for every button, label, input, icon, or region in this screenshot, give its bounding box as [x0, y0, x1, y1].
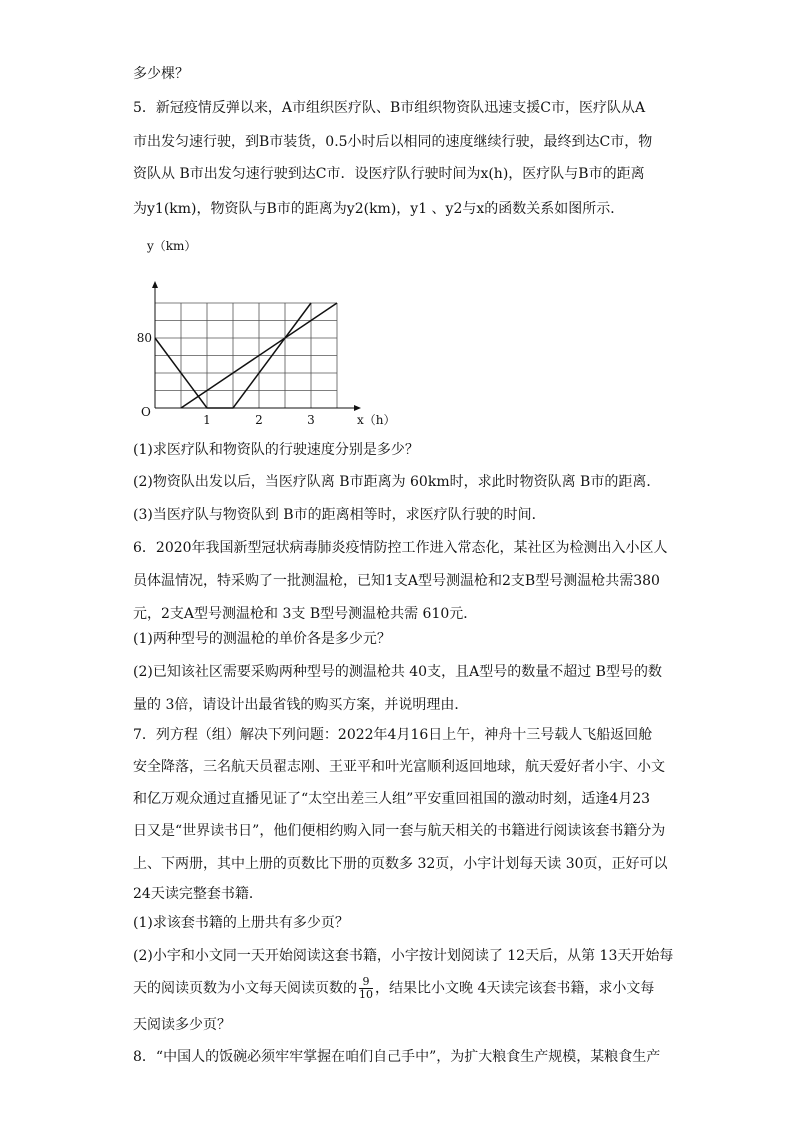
text-line: (1)两种型号的测温枪的单价各是多少元？ [133, 631, 391, 647]
text-segment: 天的阅读页数为小文每天阅读页数的 [133, 980, 357, 997]
x-axis-arrow [354, 405, 361, 411]
text-line: 市出发匀速行驶，到B市装货，0.5小时后以相同的速度继续行驶，最终到达C市，物 [133, 134, 653, 150]
origin-label: O [141, 405, 151, 419]
function-graph [133, 232, 396, 432]
text-line: 7．列方程（组）解决下列问题：2022年4月16日上午，神舟十三号载人飞船返回舱 [133, 727, 653, 743]
text-line: 8．“中国人的饭碗必须牢牢掌握在咱们自己手中”，为扩大粮食生产规模，某粮食生产 [133, 1049, 661, 1065]
text-line: 5．新冠疫情反弹以来，A市组织医疗队、B市组织物资队迅速支援C市，医疗队从A [133, 100, 646, 116]
text-line: 24天读完整套书籍． [133, 886, 263, 902]
text-line: (2)已知该社区需要采购两种型号的测温枪共 40支，且A型号的数量不超过 B型号的数 [133, 664, 662, 680]
text-line: 员体温情况，特采购了一批测温枪，已知1支A型号测温枪和2支B型号测温枪共需380 [133, 573, 660, 589]
x-tick-label: 2 [255, 413, 263, 427]
text-line: 和亿万观众通过直播见证了“太空出差三人组”平安重回祖国的激动时刻，适逢4月23 [133, 791, 651, 807]
x-tick-label: 1 [203, 413, 211, 427]
y-axis-label: y（km） [147, 239, 197, 253]
x-tick-label: 3 [307, 413, 315, 427]
text-line: 安全降落，三名航天员翟志刚、王亚平和叶光富顺利返回地球，航天爱好者小宇、小文 [133, 759, 665, 775]
text-line: 天阅读多少页？ [133, 1017, 231, 1033]
text-line: (3)当医疗队与物资队到 B市的距离相等时，求医疗队行驶的时间． [133, 507, 546, 523]
text-line: 元，2支A型号测温枪和 3支 B型号测温枪共需 610元． [133, 606, 478, 622]
text-segment: ，结果比小文晚 4天读完该套书籍，求小文每 [375, 980, 655, 997]
x-axis-label: x（h） [357, 413, 396, 427]
text-line: (1)求该套书籍的上册共有多少页？ [133, 915, 349, 931]
text-line: 日又是“世界读书日”，他们便相约购入同一套与航天相关的书籍进行阅读该套书籍分为 [133, 823, 666, 839]
text-line: (2)小宇和小文同一天开始阅读这套书籍，小宇按计划阅读了 12天后，从第 13天开始每 [133, 948, 674, 964]
text-line: 6．2020年我国新型冠状病毒肺炎疫情防控工作进入常态化，某社区为检测出入小区人 [133, 540, 668, 556]
fraction-denominator: 10 [359, 988, 373, 1001]
text-line: 为y1(km)，物资队与B市的距离为y2(km)，y1 、y2与x的函数关系如图所示． [133, 201, 625, 217]
fraction-numerator: 9 [359, 976, 373, 989]
text-line: 多少棵？ [133, 66, 189, 82]
text-line: (2)物资队出发以后，当医疗队离 B市距离为 60km时，求此时物资队离 B市的距离． [133, 474, 661, 490]
text-line: 上、下两册，其中上册的页数比下册的页数多 32页，小宇计划每天读 30页，正好可以 [133, 856, 668, 872]
y-axis-arrow [152, 281, 158, 288]
fraction [359, 976, 373, 1001]
text-line: 量的 3倍，请设计出最省钱的购买方案，并说明理由． [133, 697, 469, 713]
text-line-with-fraction [133, 976, 654, 1001]
y-tick-label: 80 [136, 331, 152, 345]
text-line: (1)求医疗队和物资队的行驶速度分别是多少？ [133, 442, 419, 458]
text-line: 资队从 B市出发匀速行驶到达C市．设医疗队行驶时间为x(h)，医疗队与B市的距离 [133, 166, 645, 182]
